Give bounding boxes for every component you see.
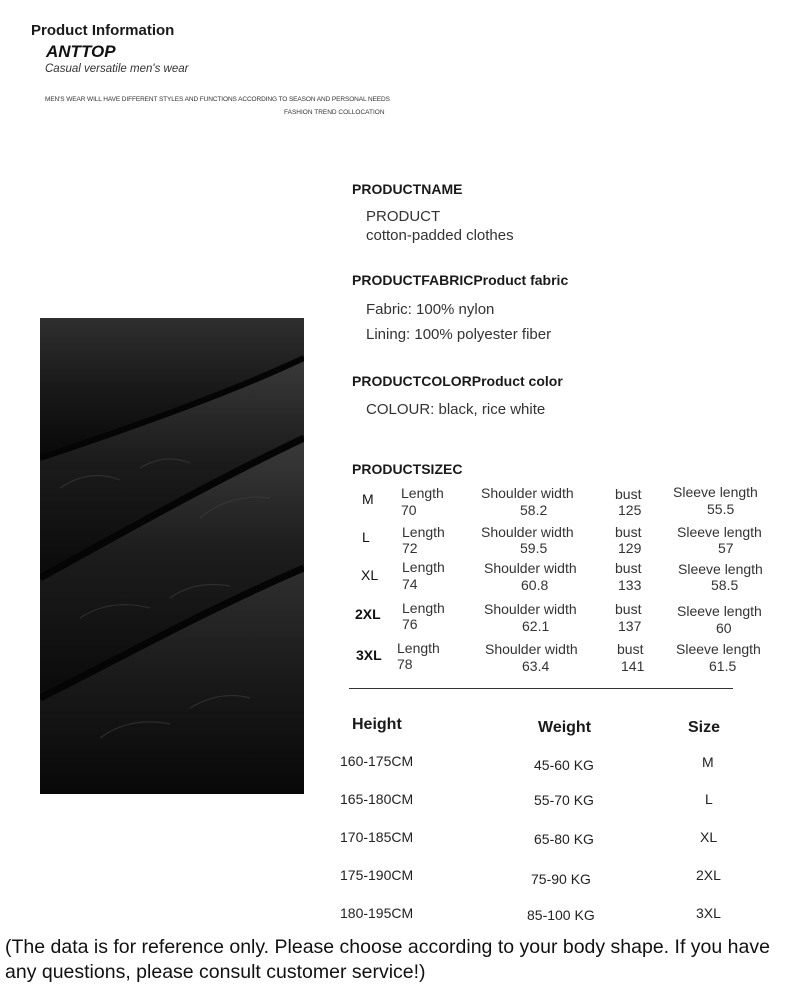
sleeve-value: 58.5 [711, 577, 739, 593]
weight-cell: 65-80 KG [534, 831, 594, 847]
weight-cell: 55-70 KG [534, 792, 594, 808]
bust-label: bust [615, 560, 642, 576]
sleeve-value: 57 [718, 540, 734, 556]
brand-tagline: Casual versatile men's wear [45, 63, 189, 75]
product-name-line2: cotton-padded clothes [366, 227, 514, 244]
header-small-line-2: FASHION TREND COLLOCATION [284, 109, 385, 116]
weight-cell: 45-60 KG [534, 757, 594, 773]
brand-name: ANTTOP [46, 42, 116, 61]
shoulder-value: 58.2 [520, 502, 548, 518]
bust-label: bust [615, 486, 642, 502]
length-value: 72 [402, 540, 418, 556]
header-small-line: MEN'S WEAR WILL HAVE DIFFERENT STYLES AND FUNCTIONS ACCORDING TO SEASON AND PERSONAL NEEDS [45, 96, 390, 103]
shoulder-value: 63.4 [522, 658, 550, 674]
sleeve-label: Sleeve length [676, 641, 761, 657]
bust-value: 141 [621, 658, 645, 674]
sleeve-value: 60 [716, 620, 732, 636]
color-heading: PRODUCTCOLORProduct color [352, 373, 563, 389]
sleeve-label: Sleeve length [673, 484, 758, 500]
height-cell: 165-180CM [340, 791, 414, 807]
size-cell: M [702, 754, 714, 770]
size-label: M [362, 491, 374, 507]
bust-label: bust [617, 641, 644, 657]
size-header: Size [688, 719, 721, 736]
size-label: XL [361, 567, 379, 583]
shoulder-label: Shoulder width [481, 485, 574, 501]
shoulder-value: 60.8 [521, 577, 549, 593]
product-name-heading: PRODUCTNAME [352, 181, 463, 197]
disclaimer-note: (The data is for reference only. Please choose according to your body shape. If you have any questions, please consult customer service!) [5, 936, 770, 983]
height-cell: 160-175CM [340, 753, 414, 769]
info-title: Product Information [31, 22, 175, 39]
shoulder-label: Shoulder width [484, 601, 577, 617]
fabric-heading: PRODUCTFABRICProduct fabric [352, 272, 569, 288]
sleeve-label: Sleeve length [677, 603, 762, 619]
bust-label: bust [615, 601, 642, 617]
product-name-line1: PRODUCT [366, 208, 441, 225]
fabric-line: Fabric: 100% nylon [366, 301, 495, 318]
length-value: 74 [402, 576, 418, 592]
size-cell: XL [700, 829, 718, 845]
shoulder-label: Shoulder width [481, 524, 574, 540]
lining-line: Lining: 100% polyester fiber [366, 326, 552, 343]
size-cell: 2XL [696, 867, 721, 883]
weight-cell: 75-90 KG [531, 871, 591, 887]
size-label: 2XL [355, 606, 381, 622]
length-value: 78 [397, 656, 413, 672]
weight-cell: 85-100 KG [527, 907, 595, 923]
size-label: 3XL [356, 647, 382, 663]
bust-label: bust [615, 524, 642, 540]
bust-value: 129 [618, 540, 642, 556]
length-value: 70 [401, 502, 417, 518]
weight-header: Weight [538, 719, 592, 736]
size-cell: L [705, 791, 713, 807]
size-cell: 3XL [696, 905, 721, 921]
height-cell: 180-195CM [340, 905, 414, 921]
bust-value: 137 [618, 618, 642, 634]
length-value: 76 [402, 616, 418, 632]
sleeve-label: Sleeve length [677, 524, 762, 540]
height-cell: 175-190CM [340, 867, 414, 883]
shoulder-value: 62.1 [522, 618, 550, 634]
color-line: COLOUR: black, rice white [366, 401, 546, 418]
bust-value: 133 [618, 577, 642, 593]
shoulder-value: 59.5 [520, 540, 548, 556]
size-label: L [362, 529, 370, 545]
length-label: Length [397, 640, 440, 656]
shoulder-label: Shoulder width [484, 560, 577, 576]
shoulder-label: Shoulder width [485, 641, 578, 657]
section-divider [349, 688, 733, 689]
length-label: Length [401, 485, 444, 501]
length-label: Length [402, 559, 445, 575]
sleeve-value: 55.5 [707, 501, 735, 517]
height-cell: 170-185CM [340, 829, 414, 845]
sleeve-label: Sleeve length [678, 561, 763, 577]
length-label: Length [402, 524, 445, 540]
sleeve-value: 61.5 [709, 658, 737, 674]
fabric-photo [40, 318, 304, 794]
size-heading: PRODUCTSIZEC [352, 461, 463, 477]
height-header: Height [352, 716, 402, 733]
length-label: Length [402, 600, 445, 616]
bust-value: 125 [618, 502, 642, 518]
